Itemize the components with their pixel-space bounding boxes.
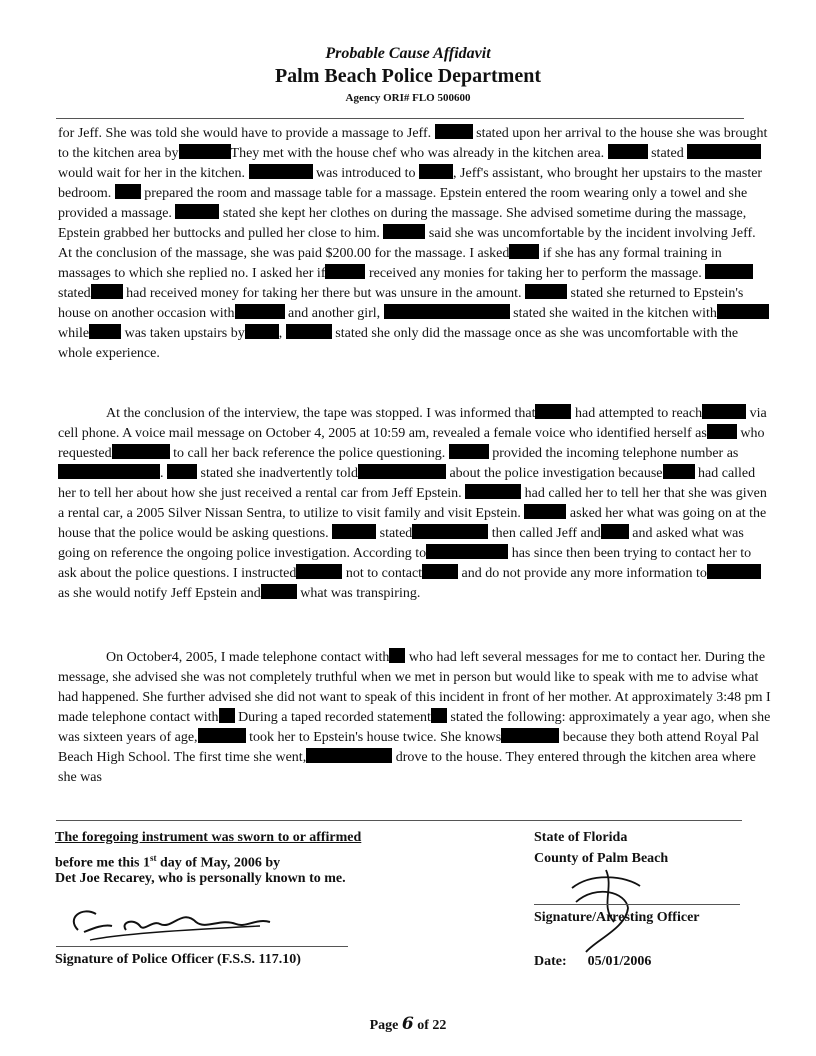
redaction-block [663, 464, 695, 479]
page-number [0, 1014, 816, 1034]
sworn-statement-line-2: before me this 1st day of May, 2006 by [55, 853, 281, 871]
redaction-block [325, 264, 365, 279]
text-run: . [160, 466, 167, 481]
text-run: and another girl, [284, 306, 384, 321]
text-run: , [278, 326, 286, 341]
text-run: who requested [58, 426, 765, 461]
text-run: and do not provide any more information to [458, 566, 707, 581]
agency-ori: Agency ORI# FLO 500600 [345, 92, 471, 104]
redaction-block [384, 304, 432, 319]
redaction-block [383, 224, 425, 239]
redaction-block [435, 124, 473, 139]
text-run: said she was uncomfortable by the incident involving Jeff. At the conclusion of the massage, she was paid $200.00 for the massage. I asked [58, 226, 756, 261]
text-run: while [58, 326, 90, 341]
text-run: had called her to tell her that she was given a rental car, a 2005 Silver Nissan Sentra, to utilize to visit family and visit Epstein. [58, 486, 767, 521]
redaction-block [707, 424, 737, 439]
text-run: had attempted to reach [571, 406, 703, 421]
redaction-block [219, 708, 235, 723]
redaction-block [89, 324, 121, 339]
redaction-block [717, 304, 769, 319]
date-label: Date: [534, 954, 567, 969]
sworn-statement-line-3: Det Joe Recarey, who is personally known to me. [55, 871, 346, 886]
redaction-block [465, 484, 521, 499]
redaction-block [112, 444, 170, 459]
redaction-block [296, 564, 342, 579]
date-value: 05/01/2006 [587, 954, 652, 969]
signature-section-rule [56, 820, 742, 821]
page-current: 6 [401, 1014, 414, 1034]
arresting-officer-signature-label: Signature/Arresting Officer [534, 910, 700, 925]
text-run: stated [647, 146, 688, 161]
redaction-block [419, 164, 453, 179]
arresting-officer-signature-line [534, 904, 740, 905]
text-run: stated she kept her clothes on during the massage. She advised sometime during the massage, Epstein grabbed her buttocks and pulled her close to him. [58, 206, 747, 241]
header-rule [56, 118, 744, 119]
text-run: via cell phone. A voice mail message on October 4, 2005 at 10:59 am, revealed a female voice who identified herself as [58, 406, 767, 441]
redaction-block [426, 544, 472, 559]
redaction-block [524, 504, 566, 519]
text-run: was taken upstairs by [121, 326, 245, 341]
text-run: , Jeff's assistant, who brought her upstairs to the master bedroom. [58, 166, 763, 201]
text-run: would wait for her in the kitchen. [58, 166, 249, 181]
redaction-block [687, 144, 723, 159]
redaction-block [422, 564, 458, 579]
redaction-block [198, 728, 246, 743]
redaction-block [261, 584, 297, 599]
page-suffix: of 22 [413, 1018, 447, 1033]
text-run: what was transpiring. [296, 586, 421, 601]
redaction-block [501, 728, 559, 743]
text-run: has since then been trying to contact her to ask about the police questions. I instructed [58, 546, 752, 581]
notary-signature-graphic [60, 900, 300, 950]
text-run: not to contact [342, 566, 423, 581]
redaction-block [389, 648, 405, 663]
redaction-block [707, 564, 761, 579]
redaction-block [432, 304, 458, 319]
redaction-block [245, 324, 279, 339]
text-run: had called her to tell her about how she just received a rental car from Jeff Epstein. [58, 466, 756, 501]
text-run: about the police investigation because [445, 466, 663, 481]
redaction-block [175, 204, 219, 219]
text-run: and asked what was going on reference the ongoing police investigation. According to [58, 526, 744, 561]
redaction-block [306, 748, 344, 763]
redaction-block [235, 304, 285, 319]
redaction-block [525, 284, 567, 299]
text-run: stated [376, 526, 413, 541]
department-name: Palm Beach Police Department [274, 65, 542, 87]
redaction-block [91, 284, 123, 299]
text-run: had received money for taking her there but was unsure in the amount. [122, 286, 526, 301]
text-run: took her to Epstein's house twice. She knows [245, 730, 502, 745]
text-run: At the conclusion of the interview, the tape was stopped. I was informed that [106, 406, 536, 421]
narrative-paragraph-1 [58, 124, 772, 364]
redaction-block [535, 404, 571, 419]
redaction-block [449, 444, 489, 459]
redaction-block [286, 324, 332, 339]
text-run: stated she waited in the kitchen with [509, 306, 717, 321]
narrative-paragraph-3 [58, 648, 772, 788]
redaction-block [406, 464, 446, 479]
police-officer-signature-label: Signature of Police Officer (F.S.S. 117.10) [55, 952, 301, 967]
redaction-block [115, 184, 141, 199]
redaction-block [702, 404, 746, 419]
redaction-block [601, 524, 629, 539]
text-run: drove to the house. They entered through the kitchen area where she was [58, 750, 756, 785]
text-run: During a taped recorded statement [234, 710, 431, 725]
redaction-block [58, 464, 160, 479]
text-run: prepared the room and massage table for a massage. Epstein entered the room wearing only a towel and she provided a massage. [58, 186, 748, 221]
redaction-block [412, 524, 458, 539]
text-run: asked her what was going on at the house that the police would be asking questions. [58, 506, 767, 541]
redaction-block [431, 708, 447, 723]
text-run: who had left several messages for me to contact her. During the message, she advised she was not completely truthful when we met in person but would like to speak with me to advise what had happened. She further advised she did not want to speak of this incident in front of her mother. At approximately 3:48 pm I made telephone contact with [58, 650, 771, 725]
date-field [534, 952, 651, 972]
text-run: because they both attend Royal Pal Beach High School. The first time she went, [58, 730, 760, 765]
redaction-block [723, 144, 761, 159]
text-run: received any monies for taking her to perform the massage. [365, 266, 706, 281]
text-run: stated she returned to Epstein's house on another occasion with [58, 286, 744, 321]
text-run: stated upon her arrival to the house she was brought to the kitchen area by [58, 126, 768, 161]
text-run: provided the incoming telephone number as [488, 446, 739, 461]
text-run: stated [58, 286, 91, 301]
narrative-paragraph-2 [58, 404, 772, 604]
text-run: to call her back reference the police questioning. [169, 446, 449, 461]
sworn-statement-line-1: The foregoing instrument was sworn to or affirmed [55, 830, 362, 845]
redaction-block [344, 748, 392, 763]
document-type-title: Probable Cause Affidavit [325, 45, 491, 62]
text-run: then called Jeff and [488, 526, 601, 541]
redaction-block [332, 524, 376, 539]
redaction-block [358, 464, 406, 479]
redaction-block [705, 264, 753, 279]
redaction-block [458, 304, 510, 319]
redaction-block [167, 464, 197, 479]
redaction-block [458, 524, 488, 539]
officer-signature-line [56, 946, 348, 947]
text-run: for Jeff. She was told she would have to provide a massage to Jeff. [58, 126, 435, 141]
text-run: stated she only did the massage once as she was uncomfortable with the whole experience. [58, 326, 739, 361]
redaction-block [509, 244, 539, 259]
redaction-block [472, 544, 508, 559]
redaction-block [179, 144, 231, 159]
redaction-block [608, 144, 648, 159]
page-prefix: Page [369, 1018, 402, 1033]
text-run: On October4, 2005, I made telephone contact with [106, 650, 390, 665]
text-run: if she has any formal training in massages to which she replied no. I asked her if [58, 246, 722, 281]
county-label: County of Palm Beach [534, 851, 669, 866]
text-run: was introduced to [312, 166, 420, 181]
state-label: State of Florida [534, 830, 628, 845]
redaction-block [249, 164, 313, 179]
text-run: stated the following: approximately a year ago, when she was sixteen years of age, [58, 710, 771, 745]
text-run: They met with the house chef who was already in the kitchen area. [230, 146, 608, 161]
text-run: stated she inadvertently told [197, 466, 358, 481]
text-run: as she would notify Jeff Epstein and [58, 586, 261, 601]
